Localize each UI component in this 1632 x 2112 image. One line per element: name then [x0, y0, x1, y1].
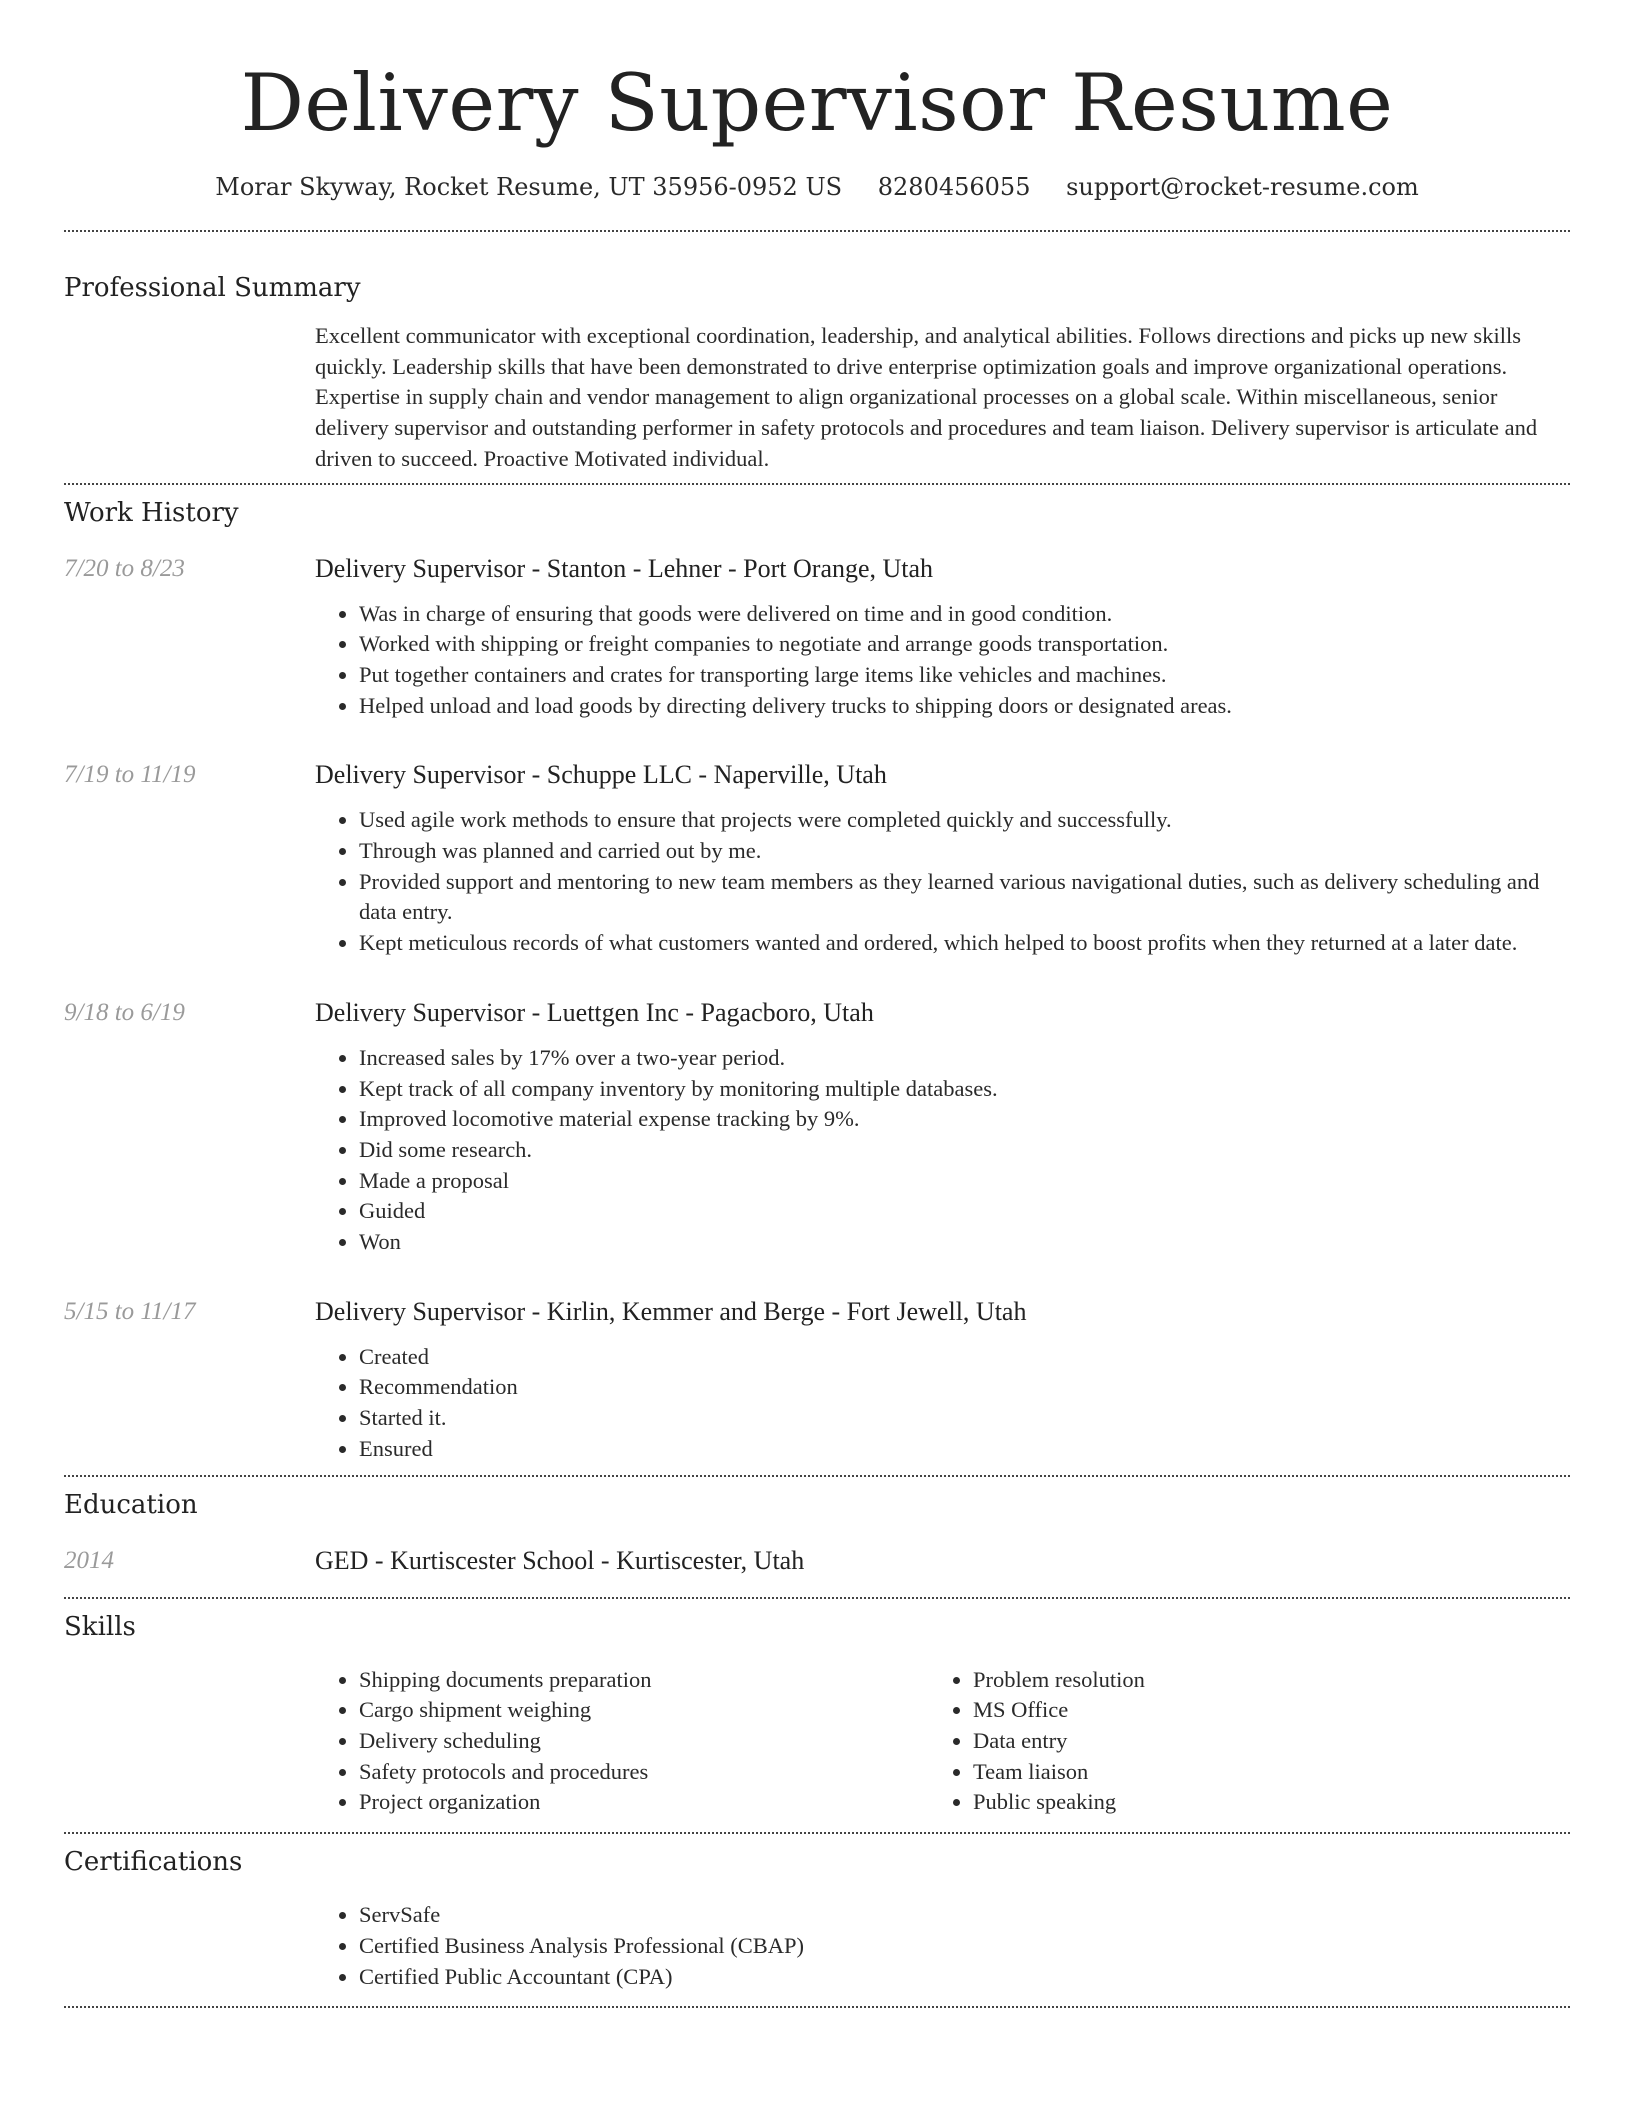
list-item: • Used agile work methods to ensure that projects were completed quickly and successfully. — [359, 805, 1570, 836]
list-item: • Delivery scheduling — [359, 1726, 929, 1757]
resume-title: Delivery Supervisor Resume — [240, 57, 1394, 149]
education-year: 2014 — [64, 1546, 114, 1574]
job-title: Delivery Supervisor - Stanton - Lehner - Port Orange, Utah — [315, 553, 934, 583]
skills-section — [64, 1599, 1570, 1819]
education-section — [64, 1477, 1570, 1579]
list-item: • Guided — [359, 1196, 1570, 1227]
list-item: • Problem resolution — [973, 1665, 1543, 1696]
certifications-section — [64, 1834, 1570, 1992]
list-item: • Public speaking — [973, 1787, 1543, 1818]
list-item: • Certified Business Analysis Professional (CBAP) — [359, 1931, 1570, 1962]
list-item: • Was in charge of ensuring that goods were delivered on time and in good condition. — [359, 599, 1570, 630]
list-item: • Kept meticulous records of what customers wanted and ordered, which helped to boost profits when they returned at a later date. — [359, 928, 1570, 959]
list-item: • Helped unload and load goods by directing delivery trucks to shipping doors or designated areas. — [359, 691, 1570, 722]
list-item: • Made a proposal — [359, 1166, 1570, 1197]
phone: 8280456055 — [877, 173, 1031, 201]
job-bullets — [315, 805, 1570, 959]
summary-section — [64, 232, 1570, 475]
list-item: • Ensured — [359, 1434, 1570, 1465]
list-item: • Data entry — [973, 1726, 1543, 1757]
job-title: Delivery Supervisor - Kirlin, Kemmer and Berge - Fort Jewell, Utah — [315, 1296, 1027, 1326]
job-entry — [64, 551, 1570, 722]
list-item: • Increased sales by 17% over a two-year period. — [359, 1043, 1570, 1074]
job-dates: 7/20 to 8/23 — [64, 554, 185, 582]
skills-heading: Skills — [64, 1611, 136, 1642]
list-item: • Put together containers and crates for transporting large items like vehicles and machines. — [359, 660, 1570, 691]
list-item: • ServSafe — [359, 1900, 1570, 1931]
job-dates: 5/15 to 11/17 — [64, 1297, 196, 1325]
job-bullets — [315, 599, 1570, 722]
job-bullets — [315, 1342, 1570, 1465]
skills-list-left — [315, 1665, 929, 1819]
certifications-list — [315, 1900, 1570, 1992]
list-item: • Cargo shipment weighing — [359, 1695, 929, 1726]
job-dates: 9/18 to 6/19 — [64, 998, 185, 1026]
list-item: • Kept track of all company inventory by monitoring multiple databases. — [359, 1074, 1570, 1105]
list-item: • MS Office — [973, 1695, 1543, 1726]
education-title: GED - Kurtiscester School - Kurtiscester, Utah — [315, 1545, 805, 1575]
list-item: • Project organization — [359, 1787, 929, 1818]
address: Morar Skyway, Rocket Resume, UT 35956-0952 US — [215, 173, 843, 201]
list-item: • Improved locomotive material expense tracking by 9%. — [359, 1104, 1570, 1135]
job-entry — [64, 757, 1570, 959]
list-item: • Won — [359, 1227, 1570, 1258]
list-item: • Started it. — [359, 1403, 1570, 1434]
job-entry — [64, 1294, 1570, 1465]
education-heading: Education — [64, 1489, 198, 1520]
job-title: Delivery Supervisor - Schuppe LLC - Naperville, Utah — [315, 760, 887, 790]
job-dates: 7/19 to 11/19 — [64, 761, 196, 789]
list-item: • Created — [359, 1342, 1570, 1373]
list-item: • Worked with shipping or freight companies to negotiate and arrange goods transportation. — [359, 629, 1570, 660]
work-history-section — [64, 485, 1570, 1465]
list-item: • Team liaison — [973, 1757, 1543, 1788]
list-item: • Through was planned and carried out by me. — [359, 836, 1570, 867]
list-item: • Certified Public Accountant (CPA) — [359, 1962, 1570, 1993]
job-entry — [64, 995, 1570, 1258]
summary-text: Excellent communicator with exceptional coordination, leadership, and analytical abilities. Follows directions and picks up new skills quickly. Leadership skills that have been demonstrated to drive enterprise optimization goals and improve organizational operations. Expertise in supply chain and vendor management to align organizational processes on a global scale. Within miscellaneous, senior delivery supervisor and outstanding performer in safety protocols and procedures and team liaison. Delivery supervisor is articulate and driven to succeed. Proactive Motivated individual. — [315, 323, 1538, 471]
list-item: • Did some research. — [359, 1135, 1570, 1166]
list-item: • Shipping documents preparation — [359, 1665, 929, 1696]
summary-heading: Professional Summary — [64, 273, 361, 303]
email: support@rocket-resume.com — [1066, 173, 1419, 201]
certifications-heading: Certifications — [64, 1847, 243, 1878]
list-item: • Safety protocols and procedures — [359, 1757, 929, 1788]
list-item: • Provided support and mentoring to new team members as they learned various navigational duties, such as delivery scheduling and data entry. — [359, 867, 1570, 928]
job-bullets — [315, 1043, 1570, 1258]
skills-columns — [315, 1665, 1570, 1819]
resume-page — [64, 0, 1570, 2008]
contact-line — [64, 170, 1570, 204]
work-history-heading: Work History — [64, 497, 239, 528]
education-entry — [64, 1543, 1570, 1579]
list-item: • Recommendation — [359, 1372, 1570, 1403]
job-title: Delivery Supervisor - Luettgen Inc - Pagacboro, Utah — [315, 997, 874, 1027]
skills-list-right — [929, 1665, 1543, 1819]
divider — [64, 2006, 1570, 2008]
